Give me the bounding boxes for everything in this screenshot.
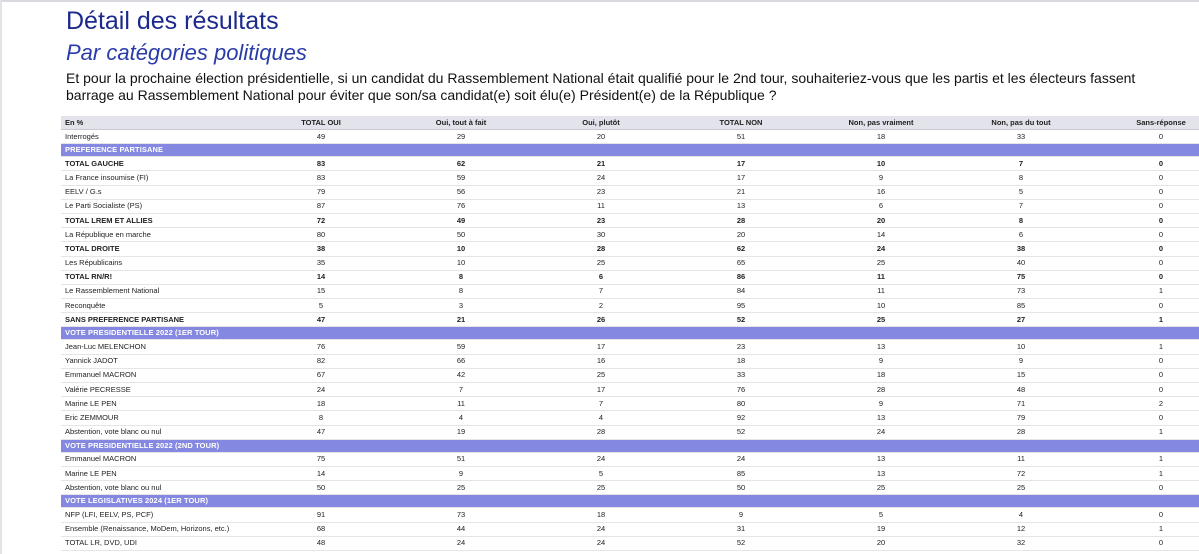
row-label: Le Parti Socialiste (PS)	[61, 199, 251, 213]
cell-value: 48	[251, 536, 391, 550]
cell-value: 30	[531, 228, 671, 242]
row-label: NFP (LFI, EELV, PS, PCF)	[61, 508, 251, 522]
cell-value: 59	[391, 171, 531, 185]
cell-value: 52	[671, 425, 811, 439]
cell-value: 25	[951, 481, 1091, 495]
row-label: Reconquête	[61, 299, 251, 313]
cell-value: 4	[531, 411, 671, 425]
cell-value: 71	[951, 397, 1091, 411]
row-label: TOTAL LR, DVD, UDI	[61, 536, 251, 550]
cell-value: 17	[531, 383, 671, 397]
cell-value: 83	[251, 157, 391, 171]
cell-value: 25	[531, 368, 671, 382]
cell-value: 52	[671, 313, 811, 327]
cell-value: 50	[391, 228, 531, 242]
table-total-row	[61, 213, 1199, 227]
row-label: Eric ZEMMOUR	[61, 411, 251, 425]
table-row	[61, 425, 1199, 439]
cell-value: 16	[811, 185, 951, 199]
cell-value: 7	[951, 157, 1091, 171]
cell-value: 25	[811, 481, 951, 495]
cell-value: 38	[951, 242, 1091, 256]
cell-value: 18	[531, 508, 671, 522]
cell-value: 20	[531, 130, 671, 144]
section-header-row	[61, 495, 1199, 508]
cell-value: 51	[391, 452, 531, 466]
cell-value: 72	[251, 213, 391, 227]
table-row	[61, 256, 1199, 270]
row-label: Le Rassemblement National	[61, 284, 251, 298]
cell-value: 0	[1091, 130, 1199, 144]
table-row	[61, 481, 1199, 495]
cell-value: 32	[951, 536, 1091, 550]
cell-value: 0	[1091, 199, 1199, 213]
row-label: La République en marche	[61, 228, 251, 242]
row-label: Emmanuel MACRON	[61, 368, 251, 382]
section-label: VOTE LEGISLATIVES 2024 (1ER TOUR)	[61, 495, 1199, 508]
cell-value: 75	[951, 270, 1091, 284]
cell-value: 9	[811, 354, 951, 368]
header-category: En %	[61, 116, 251, 130]
cell-value: 67	[251, 368, 391, 382]
cell-value: 18	[671, 354, 811, 368]
cell-value: 11	[951, 452, 1091, 466]
table-row	[61, 368, 1199, 382]
cell-value: 1	[1091, 340, 1199, 354]
cell-value: 24	[531, 171, 671, 185]
header-oui-tout-a-fait: Oui, tout à fait	[391, 116, 531, 130]
table-row	[61, 199, 1199, 213]
cell-value: 19	[811, 522, 951, 536]
cell-value: 18	[811, 130, 951, 144]
cell-value: 80	[671, 397, 811, 411]
table-row	[61, 411, 1199, 425]
row-label: La France insoumise (FI)	[61, 171, 251, 185]
cell-value: 13	[811, 340, 951, 354]
table-total-row	[61, 270, 1199, 284]
cell-value: 24	[811, 425, 951, 439]
cell-value: 82	[251, 354, 391, 368]
cell-value: 28	[531, 242, 671, 256]
table-row	[61, 397, 1199, 411]
row-label: Yannick JADOT	[61, 354, 251, 368]
cell-value: 85	[951, 299, 1091, 313]
cell-value: 86	[671, 270, 811, 284]
cell-value: 0	[1091, 270, 1199, 284]
table-total-row	[61, 157, 1199, 171]
table-row	[61, 299, 1199, 313]
cell-value: 33	[671, 368, 811, 382]
cell-value: 5	[251, 299, 391, 313]
cell-value: 19	[391, 425, 531, 439]
cell-value: 9	[391, 466, 531, 480]
cell-value: 79	[251, 185, 391, 199]
section-header-row	[61, 327, 1199, 340]
cell-value: 72	[951, 466, 1091, 480]
table-row	[61, 452, 1199, 466]
cell-value: 24	[251, 383, 391, 397]
cell-value: 2	[531, 299, 671, 313]
section-label: VOTE PRESIDENTIELLE 2022 (2ND TOUR)	[61, 439, 1199, 452]
cell-value: 24	[531, 522, 671, 536]
cell-value: 4	[951, 508, 1091, 522]
cell-value: 33	[951, 130, 1091, 144]
header-non-pas-du-tout: Non, pas du tout	[951, 116, 1091, 130]
cell-value: 8	[251, 411, 391, 425]
cell-value: 0	[1091, 185, 1199, 199]
cell-value: 0	[1091, 481, 1199, 495]
cell-value: 20	[811, 213, 951, 227]
table-row	[61, 228, 1199, 242]
cell-value: 0	[1091, 368, 1199, 382]
cell-value: 28	[951, 425, 1091, 439]
cell-value: 76	[251, 340, 391, 354]
cell-value: 8	[391, 284, 531, 298]
cell-value: 80	[251, 228, 391, 242]
cell-value: 14	[811, 228, 951, 242]
cell-value: 0	[1091, 228, 1199, 242]
cell-value: 10	[951, 340, 1091, 354]
cell-value: 9	[951, 354, 1091, 368]
cell-value: 24	[811, 242, 951, 256]
cell-value: 76	[391, 199, 531, 213]
left-border	[0, 0, 2, 554]
table-row	[61, 466, 1199, 480]
table-row	[61, 508, 1199, 522]
page-subtitle: Par catégories politiques	[66, 40, 307, 65]
cell-value: 87	[251, 199, 391, 213]
cell-value: 2	[1091, 397, 1199, 411]
table-total-row	[61, 313, 1199, 327]
cell-value: 7	[531, 397, 671, 411]
cell-value: 1	[1091, 284, 1199, 298]
cell-value: 73	[951, 284, 1091, 298]
header-oui-plutot: Oui, plutôt	[531, 116, 671, 130]
cell-value: 35	[251, 256, 391, 270]
cell-value: 28	[811, 383, 951, 397]
cell-value: 9	[811, 397, 951, 411]
cell-value: 0	[1091, 508, 1199, 522]
cell-value: 31	[671, 522, 811, 536]
row-label: Interrogés	[61, 130, 251, 144]
cell-value: 1	[1091, 313, 1199, 327]
table-header-row	[61, 116, 1199, 130]
cell-value: 1	[1091, 425, 1199, 439]
row-label: TOTAL RN/R!	[61, 270, 251, 284]
cell-value: 0	[1091, 354, 1199, 368]
cell-value: 20	[671, 228, 811, 242]
table-row	[61, 522, 1199, 536]
cell-value: 28	[671, 213, 811, 227]
cell-value: 29	[391, 130, 531, 144]
table-row	[61, 354, 1199, 368]
cell-value: 84	[671, 284, 811, 298]
section-header-row	[61, 439, 1199, 452]
cell-value: 62	[391, 157, 531, 171]
row-label: EELV / G.s	[61, 185, 251, 199]
cell-value: 7	[391, 383, 531, 397]
cell-value: 10	[811, 157, 951, 171]
cell-value: 25	[531, 256, 671, 270]
cell-value: 13	[811, 452, 951, 466]
table-row	[61, 340, 1199, 354]
cell-value: 23	[531, 213, 671, 227]
cell-value: 40	[951, 256, 1091, 270]
cell-value: 21	[391, 313, 531, 327]
cell-value: 14	[251, 270, 391, 284]
cell-value: 9	[671, 508, 811, 522]
row-label: TOTAL GAUCHE	[61, 157, 251, 171]
cell-value: 18	[811, 368, 951, 382]
cell-value: 27	[951, 313, 1091, 327]
row-label: Abstention, vote blanc ou nul	[61, 481, 251, 495]
cell-value: 56	[391, 185, 531, 199]
row-label: Marine LE PEN	[61, 466, 251, 480]
row-label: Jean-Luc MELENCHON	[61, 340, 251, 354]
cell-value: 73	[391, 508, 531, 522]
cell-value: 0	[1091, 536, 1199, 550]
page-title: Détail des résultats	[66, 7, 279, 35]
table-row	[61, 185, 1199, 199]
row-label: TOTAL DROITE	[61, 242, 251, 256]
cell-value: 11	[531, 199, 671, 213]
cell-value: 25	[391, 481, 531, 495]
row-label: Emmanuel MACRON	[61, 452, 251, 466]
cell-value: 5	[951, 185, 1091, 199]
cell-value: 49	[251, 130, 391, 144]
header-total-oui: TOTAL OUI	[251, 116, 391, 130]
top-border	[0, 0, 1199, 2]
cell-value: 44	[391, 522, 531, 536]
cell-value: 13	[671, 199, 811, 213]
cell-value: 47	[251, 313, 391, 327]
cell-value: 23	[531, 185, 671, 199]
cell-value: 0	[1091, 157, 1199, 171]
cell-value: 0	[1091, 242, 1199, 256]
cell-value: 59	[391, 340, 531, 354]
row-label: SANS PREFERENCE PARTISANE	[61, 313, 251, 327]
cell-value: 24	[671, 452, 811, 466]
cell-value: 11	[391, 397, 531, 411]
cell-value: 0	[1091, 256, 1199, 270]
cell-value: 92	[671, 411, 811, 425]
cell-value: 68	[251, 522, 391, 536]
cell-value: 15	[251, 284, 391, 298]
cell-value: 95	[671, 299, 811, 313]
cell-value: 17	[671, 171, 811, 185]
cell-value: 20	[811, 536, 951, 550]
cell-value: 24	[531, 536, 671, 550]
cell-value: 8	[391, 270, 531, 284]
cell-value: 51	[671, 130, 811, 144]
cell-value: 10	[391, 242, 531, 256]
table-row	[61, 284, 1199, 298]
cell-value: 3	[391, 299, 531, 313]
cell-value: 0	[1091, 299, 1199, 313]
header-non-pas-vraiment: Non, pas vraiment	[811, 116, 951, 130]
cell-value: 0	[1091, 171, 1199, 185]
cell-value: 0	[1091, 213, 1199, 227]
cell-value: 91	[251, 508, 391, 522]
header-sans-reponse: Sans-réponse	[1091, 116, 1199, 130]
cell-value: 8	[951, 213, 1091, 227]
cell-value: 13	[811, 411, 951, 425]
cell-value: 85	[671, 466, 811, 480]
cell-value: 15	[951, 368, 1091, 382]
cell-value: 83	[251, 171, 391, 185]
results-table	[61, 116, 1199, 551]
cell-value: 8	[951, 171, 1091, 185]
cell-value: 38	[251, 242, 391, 256]
cell-value: 24	[391, 536, 531, 550]
cell-value: 76	[671, 383, 811, 397]
cell-value: 17	[531, 340, 671, 354]
cell-value: 1	[1091, 522, 1199, 536]
section-label: VOTE PRESIDENTIELLE 2022 (1ER TOUR)	[61, 327, 1199, 340]
table-row	[61, 171, 1199, 185]
cell-value: 4	[391, 411, 531, 425]
cell-value: 12	[951, 522, 1091, 536]
cell-value: 42	[391, 368, 531, 382]
cell-value: 75	[251, 452, 391, 466]
cell-value: 7	[951, 199, 1091, 213]
row-label: Valérie PECRESSE	[61, 383, 251, 397]
cell-value: 6	[951, 228, 1091, 242]
cell-value: 21	[531, 157, 671, 171]
row-label: Marine LE PEN	[61, 397, 251, 411]
cell-value: 5	[811, 508, 951, 522]
table-row	[61, 130, 1199, 144]
cell-value: 1	[1091, 466, 1199, 480]
cell-value: 62	[671, 242, 811, 256]
cell-value: 66	[391, 354, 531, 368]
table-total-row	[61, 242, 1199, 256]
cell-value: 47	[251, 425, 391, 439]
cell-value: 26	[531, 313, 671, 327]
cell-value: 17	[671, 157, 811, 171]
cell-value: 49	[391, 213, 531, 227]
table-row	[61, 536, 1199, 550]
cell-value: 79	[951, 411, 1091, 425]
cell-value: 23	[671, 340, 811, 354]
section-header-row	[61, 144, 1199, 157]
cell-value: 6	[531, 270, 671, 284]
cell-value: 9	[811, 171, 951, 185]
cell-value: 50	[671, 481, 811, 495]
header-total-non: TOTAL NON	[671, 116, 811, 130]
cell-value: 10	[811, 299, 951, 313]
cell-value: 25	[531, 481, 671, 495]
cell-value: 18	[251, 397, 391, 411]
cell-value: 13	[811, 466, 951, 480]
cell-value: 6	[811, 199, 951, 213]
cell-value: 16	[531, 354, 671, 368]
cell-value: 48	[951, 383, 1091, 397]
cell-value: 25	[811, 313, 951, 327]
cell-value: 11	[811, 270, 951, 284]
section-label: PREFERENCE PARTISANE	[61, 144, 1199, 157]
cell-value: 50	[251, 481, 391, 495]
cell-value: 0	[1091, 383, 1199, 397]
row-label: Abstention, vote blanc ou nul	[61, 425, 251, 439]
cell-value: 1	[1091, 452, 1199, 466]
cell-value: 65	[671, 256, 811, 270]
cell-value: 5	[531, 466, 671, 480]
survey-question: Et pour la prochaine élection présidentielle, si un candidat du Rassemblement National était qualifié pour le 2nd tour, souhaiteriez-vous que les partis et les électeurs fassent barrage au Rassemblement National pour éviter que son/sa candidat(e) soit élu(e) Président(e) de la République ?	[66, 70, 1136, 103]
cell-value: 21	[671, 185, 811, 199]
cell-value: 24	[531, 452, 671, 466]
cell-value: 0	[1091, 411, 1199, 425]
cell-value: 28	[531, 425, 671, 439]
cell-value: 7	[531, 284, 671, 298]
cell-value: 25	[811, 256, 951, 270]
row-label: Les Républicains	[61, 256, 251, 270]
cell-value: 11	[811, 284, 951, 298]
cell-value: 14	[251, 466, 391, 480]
row-label: TOTAL LREM ET ALLIES	[61, 213, 251, 227]
row-label: Ensemble (Renaissance, MoDem, Horizons, etc.)	[61, 522, 251, 536]
table-row	[61, 383, 1199, 397]
cell-value: 52	[671, 536, 811, 550]
cell-value: 10	[391, 256, 531, 270]
